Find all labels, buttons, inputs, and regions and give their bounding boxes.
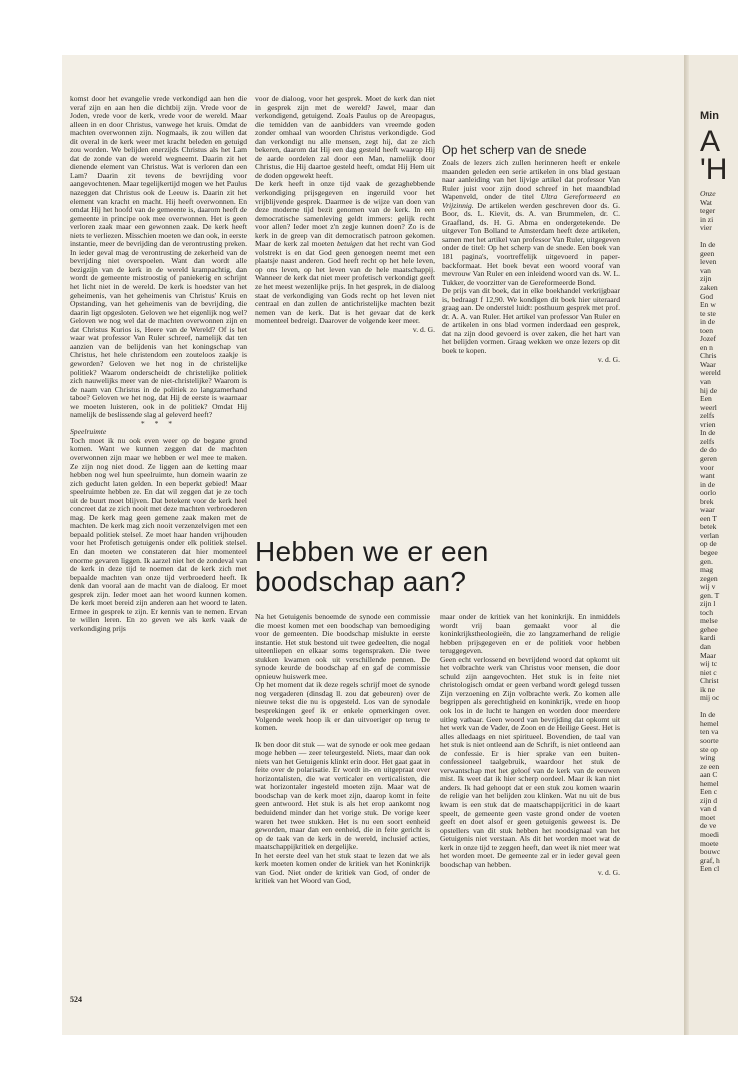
article-heading-scherp: Op het scherp van de snede: [442, 145, 587, 157]
facing-page-line: Maar: [700, 650, 717, 660]
paragraph: Geen echt verlossend en bevrijdend woord dat opkomt uit het volbrachte werk van Christus voor mensen, die door schuld zijn aangevochten. Het stuk is in feite niet christologisch omdat er geen verband wordt gelegd tussen Zijn verzoening en Zijn volbrachte werk. Zo komen alle begrippen als gerechtigheid en koninkrijk, vrede en hoop ook los in de lucht te hangen en worden door meerdere uitleg vatbaar. Geen woord van bevrijding dat opkomt uit het werk van de Vader, de Zoon en de Heilige Geest. Het is alles alledaags en niet spiritueel. Bovendien, de taal van het stuk is niet ontleend aan de Schrift, is niet ontleend aan de confessie. Er is hier sprake van een buiten-confessioneel taalgebruik, waardoor het stuk de verwantschap met het geloof van de kerk van de eeuwen mist. Ik weet dat ik hier scherp oordeel. Maar ik kan niet anders. Ik had gehoopt dat er een stuk zou komen waarin de religie van het belijden zou klinken. Wat nu uit de bus kwam is een stuk dat de maatschappijcritici in de kaart speelt, de gemeente geen vaste grond onder de voeten geeft en doet alsof er geen getuigenis geweest is. De opstellers van dit stuk hebben het noodsignaal van het Getuigenis niet verstaan. Als dit het worden moet wat de kerk in onze tijd te zeggen heeft, dan weet ik niet meer wat het worden moet. De gemeente zal er in ieder geval geen boodschap van hebben.: [440, 654, 620, 869]
facing-page-line: niet c: [700, 667, 717, 677]
facing-page-line: gehee: [700, 624, 718, 634]
facing-page-line: Chris: [700, 351, 717, 361]
facing-page-line: soorte: [700, 736, 719, 745]
facing-page-line: geren: [700, 453, 717, 463]
facing-page-line: wing: [700, 753, 716, 763]
text-run: dat het recht van God volstrekt is en dat God geen genoegen neemt met een plaatsje naast anderen. God heeft recht op het hele leven, op ons leven, op het leven van de hele maatschappij. Wanneer de kerk dat niet meer profetisch verkondigt geeft ze het meest wezenlijke prijs. In het gesprek, in de dialoog staat de verkondiging van Gods recht op het leven niet centraal en dan zullen de antichristelijke machten bezit nemen van de kerk. Dat is het gevaar dat de kerk momenteel bedreigt. Daarover de volgende keer meer.: [255, 239, 435, 326]
section-divider: * * *: [140, 418, 177, 428]
facing-page-line: begee: [700, 547, 718, 557]
facing-page: [689, 55, 738, 1035]
facing-page-line: melse: [700, 616, 718, 626]
facing-page-line: zelfs: [700, 411, 715, 421]
paragraph: De prijs van dit boek, dat in elke boekhandel verkrijgbaar is, bedraagt f 12,90. We kondigen dit boek hier uiteraard graag aan. De onderstel luidt: posthuum gesprek met prof. dr. A. A. van Ruler. Het artikel van professor Van Ruler en de artikelen in ons blad vormen inderdaad een gesprek, dat na zijn dood gevoerd is over zaken, die het hart van het belijden vormen. Graag wekken we onze lezers op dit boek te kopen.: [442, 286, 620, 356]
facing-page-line: Een cl: [700, 864, 720, 874]
facing-page-line: te ste: [700, 308, 716, 318]
facing-page-line: wij tc: [700, 659, 718, 669]
paragraph: Na het Getuigenis benoemde de synode een commissie die moest komen met een boodschap van bemoediging voor de gemeenten. Die boodschap mislukte in eerste instantie. Het stuk bestond uit twee gedeelten, die nogal uiteenliepen en elkaar soms tegenspraken. Die twee stukken kwamen ook uit verschillende pennen. De synode keurde de boodschap af en gaf de commissie opnieuw huiswerk mee.: [255, 612, 430, 681]
facing-page-line: gen. T: [700, 590, 720, 600]
facing-page-line: En w: [700, 300, 716, 310]
facing-page-header: Min: [700, 110, 719, 122]
facing-page-line: toch: [700, 607, 714, 617]
paragraph: Ik ben door dit stuk — wat de synode er ook mee gedaan moge hebben — zeer teleurgesteld. Niets, maar dan ook niets van het Getuigenis klinkt erin door. Het gaat gaat in feite over de polarisatie. Er wordt in- en uitgepraat over horizontalisten, die wat verticaler en verticalisten, die wat horizontaler ingesteld moeten zijn. Maar wat de boodschap van de kerk moet zijn, daarop komt in feite geen antwoord. Het stuk is als het erop aankomt nog beduidend minder dan het vorige stuk. De vorige keer waren het twee stukken. Het is nu een soort eenheid geworden, maar dan een eenheid, die in feite gericht is op de taak van de kerk in de wereld, inclusief acties, maatschappijkritiek en dergelijke.: [255, 739, 430, 852]
facing-page-line: vier: [700, 223, 712, 233]
column-5: [440, 613, 620, 878]
facing-page-line: ten va: [700, 727, 719, 737]
emphasis: betuigen: [336, 239, 364, 249]
facing-page-line: verlan: [700, 530, 719, 540]
facing-page-line: de do: [700, 445, 717, 455]
paragraph: Op het moment dat ik deze regels schrijf moet de synode nog vergaderen (dinsdag ll. zou dat gebeuren) over de nieuwe tekst die nu is opgesteld. Los van de synodale besprekingen geef ik er enkele opmerkingen over. Volgende week hoop ik er dan uitvoeriger op terug te komen.: [255, 680, 430, 733]
facing-page-line: mij oc: [700, 693, 720, 703]
facing-page-line: gen.: [700, 556, 713, 566]
facing-page-line: wij v: [700, 582, 716, 592]
facing-page-line: zelfs: [700, 436, 715, 446]
column-1: [70, 95, 247, 633]
author-signature: v. d. G.: [597, 868, 620, 878]
text-run: De kerk heeft in onze tijd vaak de gezaghebbende verkondiging prijsgegeven en ingeruild voor het vrijblijvende gesprek. Daarmee is de wijze van doen van deze moderne tijd bezit genomen van de kerk. In een democratische samenleving geldt immers: gelijk recht voor allen? Ieder moet z'n zegje kunnen doen? Zo is de kerk in de greep van dit democratisch patroon gekomen. Maar de kerk zal moeten: [255, 179, 435, 249]
facing-page-line: In de: [700, 240, 716, 250]
paragraph: [255, 180, 435, 325]
paragraph: In het eerste deel van het stuk staat te lezen dat we als kerk moeten komen onder de kritiek van het Koninkrijk van God. Niet onder de kritiek van God, of onder de kritiek van het Woord van God,: [255, 850, 430, 886]
paragraph: Toch moet ik nu ook even weer op de begane grond komen. Want we kunnen zeggen dat de machten overwonnen zijn maar we hebben er wel mee te maken. Ze zijn nog niet dood. Ze liggen aan de ketting maar hebben nog wel hun speelruimte, hun domein waarin ze zich geducht laten gelden. In een beperkt gebied! Maar speelruimte hebben ze. En dat wil zeggen dat je ze toch uit de buurt moet blijven. Dat betekent voor de kerk heel concreet dat ze zich nooit met deze machten verbroederen mag. De kerk mag geen gemene zaak maken met de machten. De kerk mag zich nooit verzenzelvigen met een bepaald politiek stelsel. Ze moet haar handen vrijhouden voor het Profetisch getuigenis onder elk politiek stelsel. En dan moeten we constateren dat hier momenteel enorme gevaren liggen. Ik aarzel niet het de zondeval van de kerk in deze tijd te noemen dat de kerk zich met bepaalde machten van onze tijd verbroederd heeft. Ik denk dan vooral aan de macht van de dialoog. Er moet gesprek zijn. Ieder moet aan het woord kunnen komen. De kerk moet bereid zijn anderen aan het woord te laten. Ermee in gesprek te zijn. Er kennis van te nemen. Ervan te willen leren. En zo geven we als kerk vaak de verkondiging prijs: [70, 435, 247, 633]
facing-page-line: moete: [700, 838, 719, 848]
facing-page-line: toen: [700, 325, 714, 335]
facing-page-line: Waar: [700, 359, 716, 369]
facing-page-line: geen: [700, 248, 715, 258]
facing-page-line: zijn l: [700, 599, 716, 609]
facing-page-headline: A: [700, 125, 721, 158]
facing-page-line: Wat: [700, 197, 713, 207]
facing-page-line: graf, h: [700, 855, 720, 865]
facing-page-line: een T: [700, 513, 717, 523]
facing-page-line: Een: [700, 394, 712, 404]
paragraph: voor de dialoog, voor het gesprek. Moet de kerk dan niet in gesprek zijn met de wereld? Jawel, maar dan verkondigend, getuigend. Zoals Paulus op de Areopagus, die temidden van de aanbidders van vreemde goden zonder omhaal van woorden Christus verkondigde. God dan verkondigt nu alle mensen, zegt hij, dat ze zich bekeren, daarom dat Hij een dag gesteld heeft waarop Hij de aarde oordelen zal door een Man, namelijk door Christus, die Hij daartoe gesteld heeft, omdat Hij Hem uit de doden opgewekt heeft.: [255, 94, 435, 180]
facing-page-line: kardi: [700, 633, 716, 643]
facing-page-line: in de: [700, 479, 715, 489]
facing-page-line: hemel: [700, 778, 719, 788]
facing-page-line: teger: [700, 206, 716, 216]
facing-page-line: de ve: [700, 821, 717, 831]
facing-page-line: Onze: [700, 189, 716, 198]
facing-page-line: Een c: [700, 787, 718, 797]
column-4: [255, 613, 430, 886]
text-run: De artikelen werden geschreven door ds. G. Boor, ds. L. Kievit, ds. A. van Brummelen, dr. C. Graafland, ds. H. G. Abma en ondergetekende. De uitgever Ton Bolland te Amsterdam heeft deze artikelen, samen met het artikel van professor Van Ruler, uitgegeven onder de titel: Op het scherp van de snede. Een boek van 181 pagina's, voortreffelijk uitgevoerd in paper-backformaat. Het boek bevat een woord vooraf van mevrouw Van Ruler en een inleidend woord van ds. W. L. Tukker, de voorzitter van de Gereformeerde Bond.: [442, 200, 620, 287]
facing-page-line: In de: [700, 428, 716, 438]
page-number: 524: [70, 995, 82, 1004]
paragraph: komst door het evangelie vrede verkondigd aan hen die veraf zijn en aan hen die dichtbij zijn. Vrede voor de Joden, vrede voor de kerk, vrede voor de wereld. Maar alleen in en door Christus, vanwege het kruis. Omdat de machten overwonnen zijn. Nogmaals, ik zou willen dat dit overal in de kerk weer met kracht beleden en getuigd zou worden. We belijden enerzijds Christus als het Lam dat de zonde van de wereld wegneemt. Daarin zit het dienende element van Christus. Wat is verloren dan een Lam? Daarin zit tevens de bevrijding voor aangevochtenen. Maar tegelijkertijd mogen we het Paulus nazeggen dat Christus ook de Leeuw is. Daarin zit het element van kracht en macht. Hij heeft overwonnen. En omdat Hij het hoofd van de gemeente is, daarom heeft de gemeente in principe ook mee overwonnen. Het is geen verloren zaak maar een gewonnen zaak. De kerk heeft niets te verliezen. Misschien moeten we dan ook, in eerste instantie, meer de bevrijding dan de verontrusting preken. In ieder geval mag de verontrusting de zekerheid van de bevrijding niet overspoelen. Want dan wordt alle bezigzijn van de kerk in de wereld krampachtig, dan wordt de gemeente mistroostig of paniekerig en schrijnt het licht niet in de wereld. De kerk is hoedster van het geheimenis, van het geheimenis van Christus' Kruis en Opstanding, van het geheimenis van de bevrijding, die daarin ligt opgesloten. Geloven we het eigenlijk nog wel? Geloven we nog wel dat de machten overwonnen zijn en dat Christus Kurios is, Heere van de Wereld? Of is het waar wat professor Van Ruler schreef, namelijk dat ten aanzien van de belijdenis van het koningschap van Christus, het hele christendom een zouteloos zaakje is geworden? Geloven we het nog in de christelijke politiek? Waarom onderscheidt de christelijke politiek zich nauwelijks meer van de niet-christelijke? Waarom is de naam van Christus in de politiek zo langzamerhand taboe? Geloven we het nog, dat Hij de eerste is waarnaar we moeten luisteren, ook in de politiek? Omdat Hij namelijk de beslissende slag al geleverd heeft?: [70, 94, 247, 420]
facing-page-line: ik ne: [700, 684, 715, 694]
facing-page-line: op de: [700, 539, 717, 549]
facing-page-line: waar: [700, 505, 715, 515]
facing-page-line: In de: [700, 710, 716, 720]
facing-page-line: brek: [700, 496, 714, 506]
emphasis: Ultra Gereformeerd en Vrijzinnig.: [442, 192, 620, 210]
text-run: Zoals de lezers zich zullen herinneren heeft er enkele maanden geleden een serie artikelen in ons blad gestaan naar aanleiding van het lijvige artikel dat professor Van Ruler juist voor zijn dood schreef in het maandblad Wapenveld, onder de titel: [442, 158, 620, 202]
facing-page-line: betek: [700, 522, 717, 532]
facing-page-line: Jozef: [700, 334, 717, 344]
facing-page-line: zaken: [700, 283, 718, 293]
facing-page-line: want: [700, 471, 715, 481]
facing-page-line: God: [700, 291, 714, 301]
facing-page-line: mag: [700, 565, 714, 575]
facing-page-line: van d: [700, 804, 717, 814]
facing-page-line: hemel: [700, 718, 719, 728]
author-signature: v. d. G.: [597, 354, 620, 364]
facing-page-line: zijn d: [700, 795, 718, 805]
facing-page-line: hij de: [700, 385, 718, 395]
facing-page-headline: 'H: [700, 153, 728, 186]
facing-page-line: wereld: [700, 368, 721, 378]
facing-page-text: [700, 190, 721, 874]
facing-page-line: zijn: [700, 274, 712, 284]
facing-page-line: aan C: [700, 770, 718, 780]
facing-page-line: zegen: [700, 573, 718, 583]
column-2: [255, 95, 435, 334]
facing-page-line: oorlo: [700, 488, 717, 498]
magazine-page: [62, 55, 684, 1035]
facing-page-line: in de: [700, 317, 715, 327]
facing-page-line: van: [700, 377, 711, 387]
facing-page-line: dan: [700, 641, 711, 651]
author-signature: v. d. G.: [412, 324, 435, 334]
facing-page-line: en n: [700, 342, 713, 352]
facing-page-line: ste op: [700, 744, 718, 754]
facing-page-line: weerl: [700, 402, 717, 412]
subheading-speelruimte: Speelruimte: [70, 427, 107, 437]
article-headline: Hebben we er een boodschap aan?: [255, 536, 489, 597]
facing-page-line: Christ: [700, 676, 719, 686]
facing-page-line: vrien: [700, 419, 716, 429]
facing-page-line: moedi: [700, 830, 719, 840]
facing-page-line: in zi: [700, 214, 714, 224]
paragraph: maar onder de kritiek van het koninkrijk. En inmiddels wordt vrij baan gemaakt voor al die koninkrijkstheologieën, die zo langzamerhand de religie hebben prijsgegeven en er de politiek voor hebben teruggegeven.: [440, 612, 620, 656]
facing-page-line: bouwc: [700, 847, 721, 857]
paragraph: [442, 159, 620, 287]
facing-page-line: van: [700, 265, 711, 275]
facing-page-line: voor: [700, 462, 714, 472]
facing-page-line: leven: [700, 257, 717, 267]
facing-page-line: moet: [700, 812, 716, 822]
facing-page-line: ze een: [700, 761, 720, 771]
column-3: [442, 159, 620, 364]
